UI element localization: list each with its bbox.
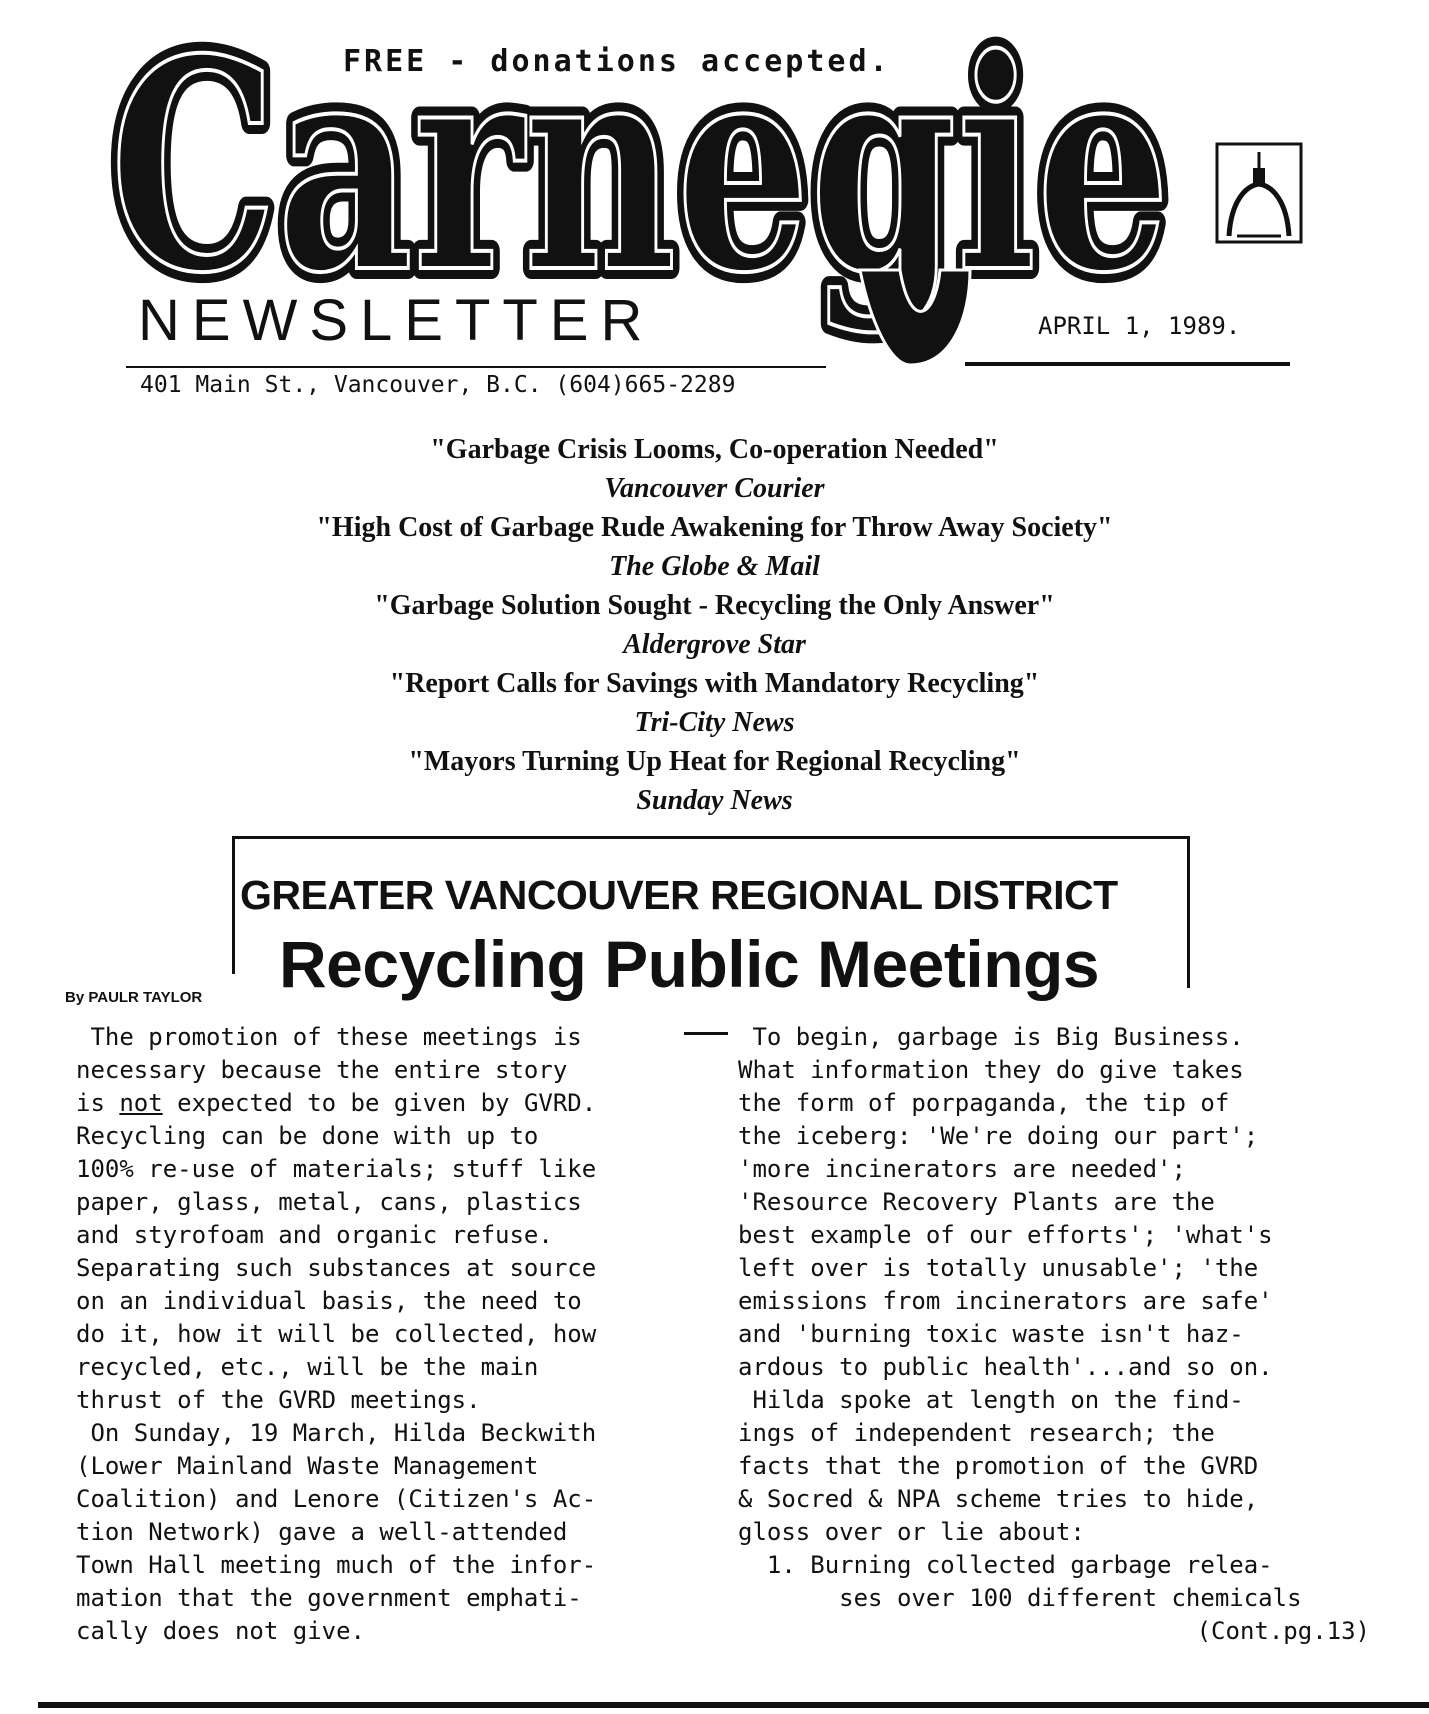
text-line: tion Network) gave a well-attended	[76, 1518, 568, 1546]
text-line: ings of independent research; the	[738, 1419, 1215, 1447]
paragraph	[76, 1417, 696, 1648]
free-note: FREE - donations accepted.	[343, 44, 891, 79]
text-line: facts that the promotion of the GVRD	[738, 1452, 1259, 1480]
headline-quote: "Mayors Turning Up Heat for Regional Recycling"	[408, 746, 1021, 777]
title-box-border	[232, 836, 235, 974]
headline-quote: "Garbage Crisis Looms, Co-operation Needed"	[430, 434, 999, 465]
text-fragment: is	[76, 1089, 120, 1117]
text-line: ses over 100 different chemicals	[738, 1584, 1302, 1612]
text-line: mation that the government emphati-	[76, 1584, 582, 1612]
title-box-border	[1187, 836, 1190, 988]
article-title: Recycling Public Meetings	[279, 927, 1100, 1001]
masthead-rule-left	[126, 366, 826, 368]
newsletter-word: NEWSLETTER	[138, 288, 655, 353]
article-column-left	[76, 1021, 696, 1648]
headline-list	[0, 430, 1429, 820]
address-line: 401 Main St., Vancouver, B.C. (604)665-2289	[140, 372, 736, 398]
text-line: recycled, etc., will be the main	[76, 1353, 539, 1381]
text-line: best example of our efforts'; 'what's	[738, 1221, 1273, 1249]
text-line: On Sunday, 19 March, Hilda Beckwith	[76, 1419, 597, 1447]
text-line: on an individual basis, the need to	[76, 1287, 582, 1315]
text-line: 'more incinerators are needed';	[738, 1155, 1186, 1183]
headline-quote: "Report Calls for Savings with Mandatory Recycling"	[389, 668, 1040, 699]
text-fragment: expected to be given by GVRD.	[162, 1089, 597, 1117]
text-line: Hilda spoke at length on the find-	[738, 1386, 1244, 1414]
text-line: the form of porpaganda, the tip of	[738, 1089, 1230, 1117]
text-line: 100% re-use of materials; stuff like	[76, 1155, 597, 1183]
emphasis-underline: not	[119, 1089, 163, 1117]
dome-icon	[1215, 142, 1303, 244]
text-line: necessary because the entire story	[76, 1056, 568, 1084]
text-line: and 'burning toxic waste isn't haz-	[738, 1320, 1244, 1348]
headline-source: Sunday News	[636, 785, 793, 816]
article-kicker: GREATER VANCOUVER REGIONAL DISTRICT	[240, 872, 1118, 918]
text-line: Recycling can be done with up to	[76, 1122, 539, 1150]
continued-note	[738, 1615, 1378, 1648]
continued-label: (Cont.pg.13)	[1196, 1617, 1370, 1645]
text-line: What information they do give takes	[738, 1056, 1244, 1084]
paragraph	[76, 1021, 696, 1417]
text-line: The promotion of these meetings is	[76, 1023, 582, 1051]
text-line: 'Resource Recovery Plants are the	[738, 1188, 1215, 1216]
logo-outline: Carnegie	[110, 20, 1170, 337]
text-line: Coalition) and Lenore (Citizen's Ac-	[76, 1485, 597, 1513]
text-line	[76, 1087, 696, 1120]
masthead-rule-right	[965, 362, 1290, 366]
text-line: cally does not give.	[76, 1617, 365, 1645]
title-box-border	[232, 836, 1190, 839]
issue-date: APRIL 1, 1989.	[1038, 312, 1241, 340]
logo-fill: Carnegie	[110, 20, 1170, 337]
headline-source: Vancouver Courier	[604, 473, 825, 504]
headline-source: The Globe & Mail	[609, 551, 820, 582]
text-line: and styrofoam and organic refuse.	[76, 1221, 553, 1249]
text-line: left over is totally unusable'; 'the	[738, 1254, 1259, 1282]
text-line: paper, glass, metal, cans, plastics	[76, 1188, 582, 1216]
headline-source: Tri-City News	[634, 707, 795, 738]
bottom-rule	[38, 1702, 1429, 1708]
paragraph	[738, 1021, 1378, 1384]
text-line: 1. Burning collected garbage relea-	[738, 1551, 1273, 1579]
article-column-right	[738, 1021, 1378, 1648]
text-line: the iceberg: 'We're doing our part';	[738, 1122, 1259, 1150]
headline-source: Aldergrove Star	[623, 629, 806, 660]
text-line: Town Hall meeting much of the infor-	[76, 1551, 597, 1579]
text-line: gloss over or lie about:	[738, 1518, 1085, 1546]
text-line: thrust of the GVRD meetings.	[76, 1386, 481, 1414]
text-line: ardous to public health'...and so on.	[738, 1353, 1273, 1381]
text-line: emissions from incinerators are safe'	[738, 1287, 1273, 1315]
headline-quote: "High Cost of Garbage Rude Awakening for Throw Away Society"	[316, 512, 1113, 543]
text-line: Separating such substances at source	[76, 1254, 597, 1282]
text-line: To begin, garbage is Big Business.	[738, 1023, 1244, 1051]
text-line: (Lower Mainland Waste Management	[76, 1452, 539, 1480]
headline-quote: "Garbage Solution Sought - Recycling the Only Answer"	[374, 590, 1055, 621]
paragraph	[738, 1384, 1378, 1615]
text-line: do it, how it will be collected, how	[76, 1320, 597, 1348]
byline: By PAULR TAYLOR	[65, 989, 203, 1006]
text-line: & Socred & NPA scheme tries to hide,	[738, 1485, 1259, 1513]
